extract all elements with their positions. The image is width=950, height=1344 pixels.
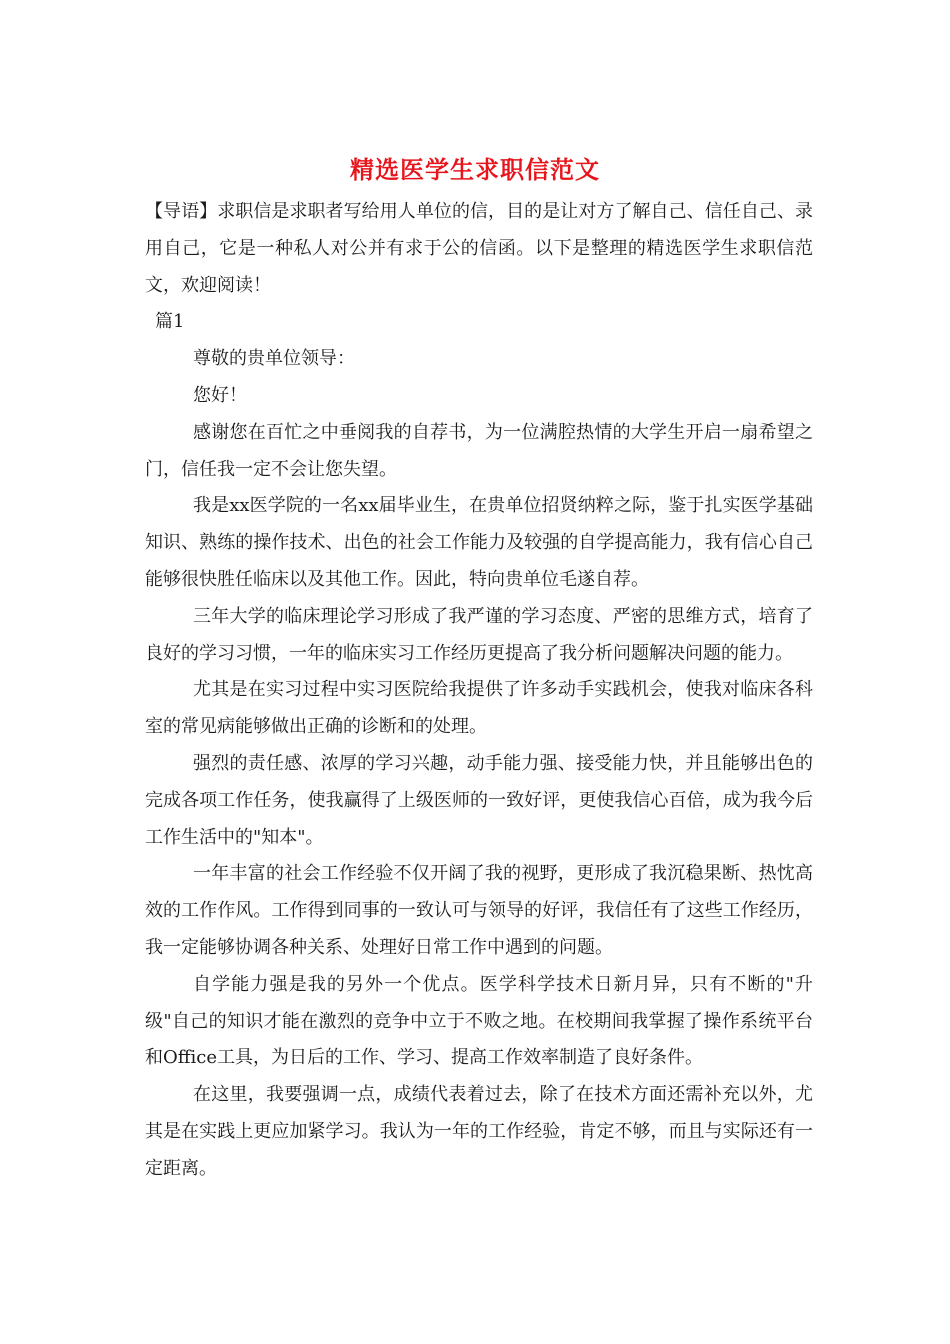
document-body	[145, 194, 813, 1188]
paragraph: 强烈的责任感、浓厚的学习兴趣，动手能力强、接受能力快，并且能够出色的完成各项工作任务，使我赢得了上级医师的一致好评，更使我信心百倍，成为我今后工作生活中的"知本"。	[145, 752, 813, 848]
paragraph: 感谢您在百忙之中垂阅我的自荐书，为一位满腔热情的大学生开启一扇希望之门，信任我一定不会让您失望。	[145, 421, 813, 480]
paragraph: 我是xx医学院的一名xx届毕业生，在贵单位招贤纳粹之际，鉴于扎实医学基础知识、熟练的操作技术、出色的社会工作能力及较强的自学提高能力，我有信心自己能够很快胜任临床以及其他工作。因此，特向贵单位毛遂自荐。	[145, 495, 813, 590]
paragraph: 在这里，我要强调一点，成绩代表着过去，除了在技术方面还需补充以外，尤其是在实践上更应加紧学习。我认为一年的工作经验，肯定不够，而且与实际还有一定距离。	[145, 1084, 813, 1179]
paragraph: 尤其是在实习过程中实习医院给我提供了许多动手实践机会，使我对临床各科室的常见病能够做出正确的诊断和的处理。	[145, 679, 813, 738]
paragraph: 一年丰富的社会工作经验不仅开阔了我的视野，更形成了我沉稳果断、热忱高效的工作作风。工作得到同事的一致认可与领导的好评，我信任有了这些工作经历，我一定能够协调各种关系、处理好日常工作中遇到的问题。	[145, 863, 813, 958]
paragraph: 三年大学的临床理论学习形成了我严谨的学习态度、严密的思维方式，培育了良好的学习习惯，一年的临床实习工作经历更提高了我分析问题解决问题的能力。	[145, 605, 813, 664]
paragraph: 自学能力强是我的另外一个优点。医学科学技术日新月异，只有不断的"升级"自己的知识才能在激烈的竞争中立于不败之地。在校期间我掌握了操作系统平台和Office工具，为日后的工作、学习、提高工作效率制造了良好条件。	[145, 973, 813, 1069]
salutation: 尊敬的贵单位领导：	[193, 348, 355, 370]
intro-paragraph: 【导语】求职信是求职者写给用人单位的信，目的是让对方了解自己、信任自己、录用自己，它是一种私人对公并有求于公的信函。以下是整理的精选医学生求职信范文，欢迎阅读！	[145, 201, 813, 296]
greeting: 您好！	[193, 384, 247, 406]
section-label: 篇1	[155, 311, 185, 333]
document-title: 精选医学生求职信范文	[350, 155, 600, 184]
